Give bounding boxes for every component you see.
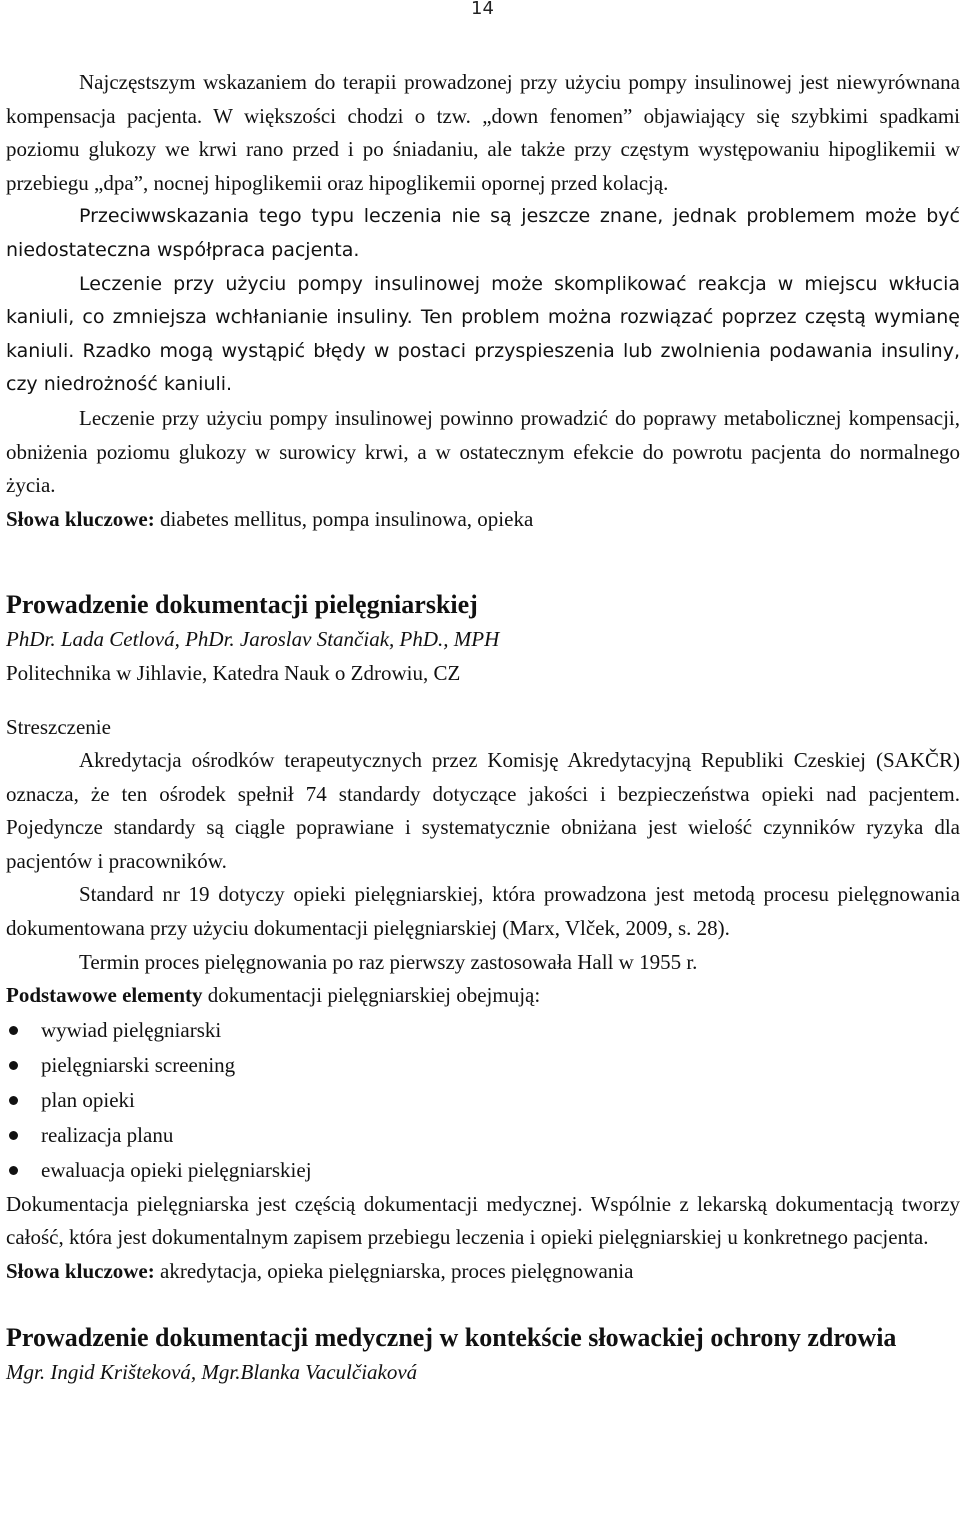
elements-list [6,1013,960,1188]
list-item [6,1118,960,1153]
article1-paragraph-3: Leczenie przy użyciu pompy insulinowej może skomplikować reakcja w miejscu wkłucia kaniuli, co zmniejsza wchłanianie insuliny. Ten problem można rozwiązać poprzez częstą wymianę kaniuli. Rzadko mogą wystąpić błędy w postaci przyspieszenia lub zwolnienia podawania insuliny, czy niedrożność kaniuli. [6,272,960,396]
bullet-icon [9,1061,18,1070]
article2-paragraph-3: Termin proces pielęgnowania po raz pierwszy zastosowała Hall w 1955 r. [79,949,698,974]
page-number: 14 [471,0,494,19]
list-item-text: wywiad pielęgniarski [41,1017,222,1042]
article1-keywords [6,503,960,537]
list-item-text: ewaluacja opieki pielęgniarskiej [41,1157,312,1182]
list-item [6,1013,960,1048]
article1-paragraph-2: Przeciwwskazania tego typu leczenia nie są jeszcze znane, jednak problemem może być niedostateczna współpraca pacjenta. [6,205,960,261]
list-item-text: plan opieki [41,1087,135,1112]
article2-closing: Dokumentacja pielęgniarska jest częścią dokumentacji medycznej. Wspólnie z lekarską dokumentacją tworzy całość, która jest dokumentalnym zapisem przebiegu leczenia i opieki pielęgniarskiej u konkretnego pacjenta. [6,1191,960,1250]
elements-bold-label: Podstawowe elementy [6,983,203,1008]
bullet-icon [9,1166,18,1175]
article2-elements-intro [6,979,960,1013]
article1-paragraph-4: Leczenie przy użyciu pompy insulinowej powinno prowadzić do poprawy metabolicznej kompensacji, obniżenia poziomu glukozy w surowicy krwi, a w ostatecznym efekcie do powrotu pacjenta do normalnego życia. [6,405,960,498]
bullet-icon [9,1096,18,1105]
page-content [6,66,960,1389]
keywords-text: akredytacja, opieka pielęgniarska, proces pielęgnowania [160,1259,634,1284]
article2-affiliation: Politechnika w Jihlavie, Katedra Nauk o Zdrowiu, CZ [6,660,461,685]
keywords-label: Słowa kluczowe: [6,506,155,531]
abstract-label: Streszczenie [6,714,111,739]
list-item [6,1153,960,1188]
list-item-text: realizacja planu [41,1122,174,1147]
list-item [6,1083,960,1118]
article2-title: Prowadzenie dokumentacji pielęgniarskiej [6,590,478,620]
article2-paragraph-1: Akredytacja ośrodków terapeutycznych przez Komisję Akredytacyjną Republiki Czeskiej (SAKČR) oznacza, że ten ośrodek spełnił 74 standardy dotyczące jakości i bezpieczeństwa opieki nad pacjentem. Pojedyncze standardy są ciągle poprawiane i systematycznie obniżana jest wielość czynników ryzyka dla pacjentów i pracowników. [6,748,960,873]
article1-paragraph-1: Najczęstszym wskazaniem do terapii prowadzonej przy użyciu pompy insulinowej jest niewyrównana kompensacja pacjenta. W większości chodzi o tzw. „down fenomen” objawiający się szybkimi spadkami poziomu glukozy we krwi rano przed i po śniadaniu, ale także przy częstym występowaniu hipoglikemii w przebiegu „dpa”, nocnej hipoglikemii oraz hipoglikemii opornej przed kolacją. [6,70,960,195]
article2-paragraph-2: Standard nr 19 dotyczy opieki pielęgniarskiej, która prowadzona jest metodą procesu pielęgnowania dokumentowana przy użyciu dokumentacji pielęgniarskiej (Marx, Vlček, 2009, s. 28). [6,882,960,941]
list-item [6,1048,960,1083]
keywords-text: diabetes mellitus, pompa insulinowa, opieka [160,506,534,531]
article2-authors: PhDr. Lada Cetlová, PhDr. Jaroslav Stančiak, PhD., MPH [6,627,500,652]
bullet-icon [9,1026,18,1035]
elements-intro-text: dokumentacji pielęgniarskiej obejmują: [202,983,541,1008]
list-item-text: pielęgniarski screening [41,1052,236,1077]
article3-authors: Mgr. Ingid Krišteková, Mgr.Blanka Vaculčiaková [6,1359,418,1384]
keywords-label: Słowa kluczowe: [6,1259,155,1284]
article3-title: Prowadzenie dokumentacji medycznej w kontekście słowackiej ochrony zdrowia [6,1322,897,1352]
article2-keywords [6,1255,960,1289]
bullet-icon [9,1131,18,1140]
